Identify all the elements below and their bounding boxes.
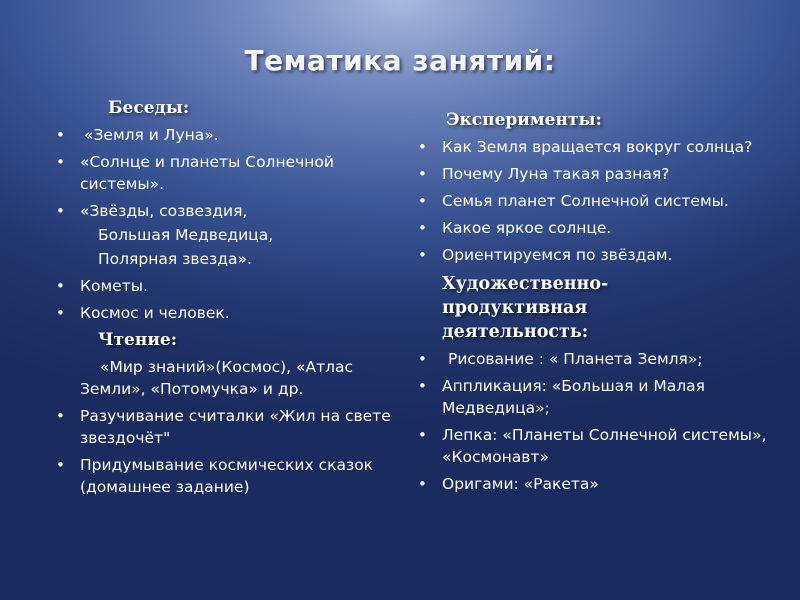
experiments-heading: Эксперименты: — [446, 110, 602, 130]
bullet-icon: • — [418, 138, 427, 156]
bullet-icon: • — [56, 153, 65, 171]
bullet-icon: • — [418, 426, 427, 444]
list-item — [418, 244, 790, 266]
bullet-icon: • — [418, 246, 427, 264]
list-item-text: Кометы. — [80, 277, 148, 295]
bullet-icon: • — [418, 165, 427, 183]
bullet-icon: • — [418, 475, 427, 493]
list-item-text: Как Земля вращается вокруг солнца? — [442, 138, 753, 156]
bullet-icon: • — [56, 126, 65, 144]
list-item-text: Оригами: «Ракета» — [442, 475, 599, 493]
bullet-icon: • — [418, 219, 427, 237]
list-item-text: Аппликация: «Большая и Малая Медведица»; — [442, 377, 705, 417]
list-item — [418, 136, 790, 158]
list-item-continuation: Большая Медведица, — [98, 226, 274, 244]
list-item — [56, 405, 396, 449]
bullet-icon: • — [56, 407, 65, 425]
list-item — [56, 124, 396, 146]
bullet-icon: • — [418, 192, 427, 210]
list-item-text: «Земля и Луна». — [84, 126, 219, 144]
list-item — [418, 217, 790, 239]
bullet-icon: • — [418, 377, 427, 395]
list-item-text: Ориентируемся по звёздам. — [442, 246, 673, 264]
bullet-icon: • — [56, 202, 65, 220]
list-item-text: Придумывание космических сказок (домашнее задание) — [80, 456, 374, 496]
reading-heading: Чтение: — [98, 330, 178, 350]
list-item-text: «Звёзды, созвездия, — [80, 202, 248, 220]
list-item-text: Какое яркое солнце. — [442, 219, 612, 237]
list-item-text: Семья планет Солнечной системы. — [442, 192, 729, 210]
list-item-text: Рисование : « Планета Земля»; — [448, 350, 703, 368]
list-item — [56, 275, 396, 297]
list-item — [56, 151, 396, 195]
list-item-continuation: Полярная звезда». — [98, 250, 252, 268]
list-item — [56, 302, 396, 324]
list-item-text: «Солнце и планеты Солнечной системы». — [80, 153, 334, 193]
bullet-icon: • — [418, 350, 427, 368]
conversations-heading: Беседы: — [108, 98, 190, 118]
slide-title: Тематика занятий: — [244, 44, 556, 77]
list-item — [56, 454, 396, 498]
list-item — [418, 473, 790, 495]
bullet-icon: • — [56, 277, 65, 295]
right-column — [418, 108, 790, 500]
bullet-icon: • — [56, 456, 65, 474]
list-item — [418, 190, 790, 212]
list-item-text: Лепка: «Планеты Солнечной системы», «Космонавт» — [442, 426, 767, 466]
list-item — [418, 348, 790, 370]
list-item — [418, 424, 790, 468]
list-item-text: Почему Луна такая разная? — [442, 165, 670, 183]
list-item-text: Космос и человек. — [80, 304, 230, 322]
list-item — [418, 163, 790, 185]
art-heading: Художественно-продуктивная деятельность: — [442, 274, 609, 342]
list-item-text: Разучивание считалки «Жил на свете звездочёт" — [80, 407, 391, 447]
reading-text: «Мир знаний»(Космос), «Атлас Земли», «Потомучка» и др. — [80, 358, 354, 398]
list-item — [418, 375, 790, 419]
list-item — [56, 200, 396, 222]
left-column — [56, 96, 396, 503]
bullet-icon: • — [56, 304, 65, 322]
